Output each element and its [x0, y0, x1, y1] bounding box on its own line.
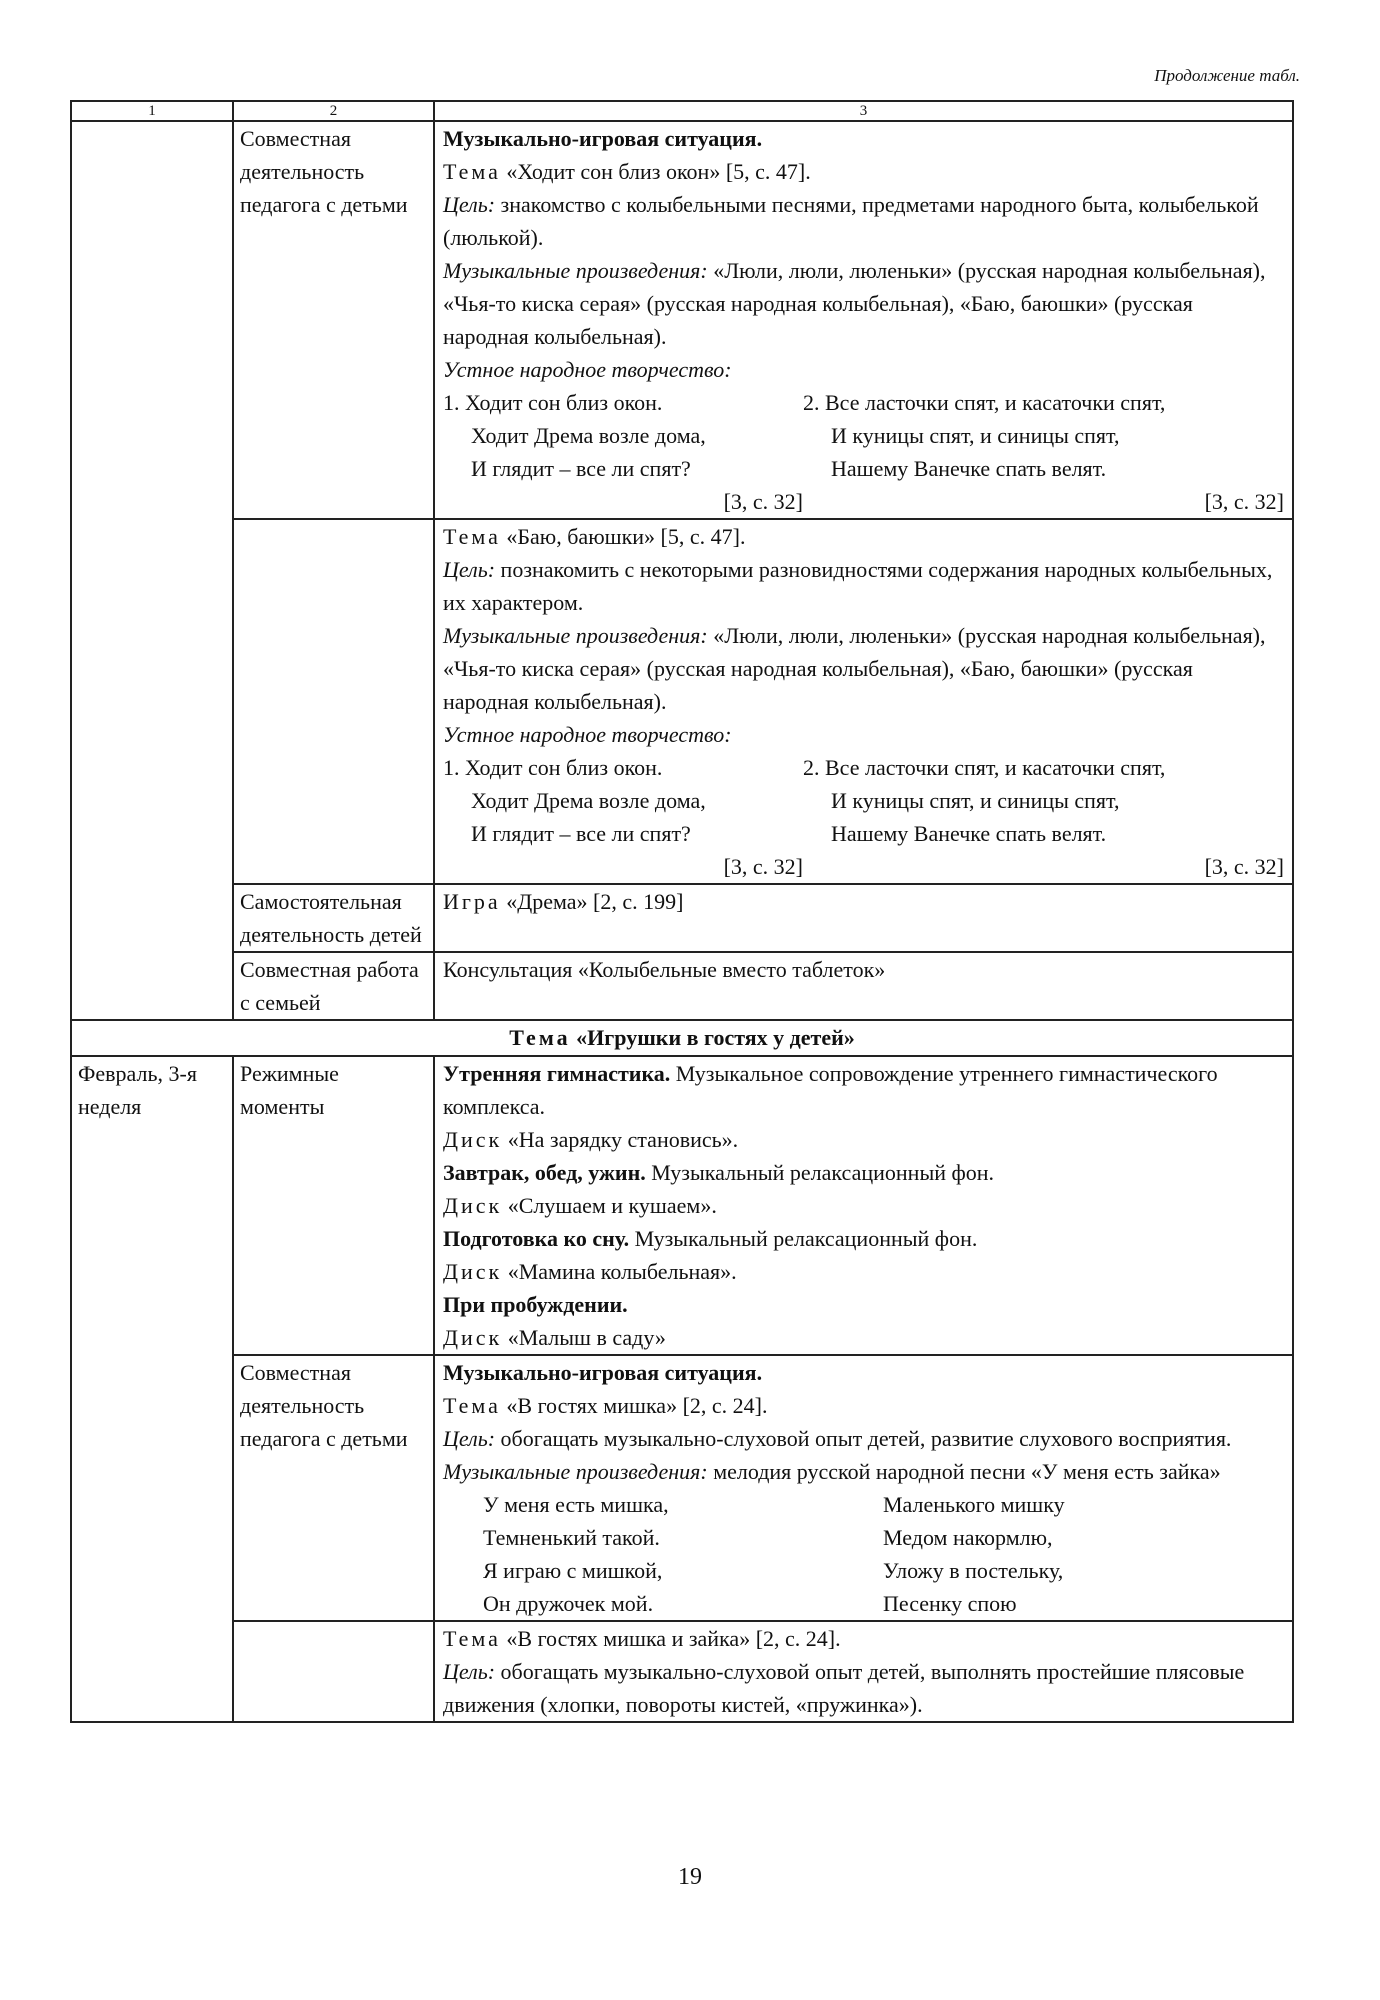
activity-type-cell: Самостоятельная деятельность детей: [233, 884, 434, 952]
disk-item: Диск «На зарядку становись».: [443, 1127, 739, 1152]
activity-content-cell: [434, 1056, 1293, 1355]
situation-title: Музыкально-игровая ситуация.: [443, 126, 763, 151]
theme-line: Тема «В гостях мишка» [2, с. 24].: [443, 1393, 768, 1418]
theme-line: Тема «Ходит сон близ окон» [5, с. 47].: [443, 159, 811, 184]
column-number-2: 2: [233, 101, 434, 121]
routine-item: Утренняя гимнастика. Музыкальное сопровождение утреннего гимнастического комплекса.: [443, 1061, 1218, 1119]
disk-item: Диск «Мамина колыбельная».: [443, 1259, 737, 1284]
table-row: [71, 121, 1293, 519]
activity-content-cell: [434, 121, 1293, 519]
column-number-row: [71, 101, 1293, 121]
verse-block: [443, 751, 1284, 883]
disk-item: Диск «Слушаем и кушаем».: [443, 1193, 717, 1218]
song-block: [443, 1488, 1284, 1620]
verse-1: 1. Ходит сон близ окон. Ходит Дрема возле дома, И глядит – все ли спят? [3, с. 32]: [443, 386, 803, 518]
column-number-3: 3: [434, 101, 1293, 121]
page-number: 19: [678, 1864, 702, 1890]
goal-line: Цель: познакомить с некоторыми разновидностями содержания народных колыбельных, их характером.: [443, 557, 1273, 615]
situation-title: Музыкально-игровая ситуация.: [443, 1360, 763, 1385]
song-stanza-2: Маленького мишку Медом накормлю, Уложу в постельку, Песенку спою: [883, 1492, 1065, 1616]
activity-type-cell-empty: [233, 519, 434, 884]
table-row: [71, 519, 1293, 884]
goal-line: Цель: обогащать музыкально-слуховой опыт детей, выполнять простейшие плясовые движения (хлопки, повороты кистей, «пружинка»).: [443, 1659, 1245, 1717]
verse-2: 2. Все ласточки спят, и касаточки спят, И куницы спят, и синицы спят, Нашему Ванечке спать велят. [3, с. 32]: [803, 386, 1284, 518]
song-stanza-1: У меня есть мишка, Темненький такой. Я играю с мишкой, Он дружочек мой.: [483, 1492, 669, 1616]
music-line: Музыкальные произведения: «Люли, люли, люленьки» (русская народная колыбельная), «Чья-то киска серая» (русская народная колыбельная), «Баю, баюшки» (русская народная колыбельная).: [443, 258, 1266, 349]
table-row: [71, 1355, 1293, 1621]
activity-type-cell: Совместная работа с семьей: [233, 952, 434, 1020]
verse-2-ref: [3, с. 32]: [1204, 854, 1284, 879]
disk-item: Диск «Малыш в саду»: [443, 1325, 666, 1350]
verse-1-ref: [3, с. 32]: [723, 854, 803, 879]
activity-type-cell: Режимные моменты: [233, 1056, 434, 1355]
continuation-label: Продолжение табл.: [1154, 66, 1300, 85]
theme-heading: Тема «Игрушки в гостях у детей»: [71, 1020, 1293, 1056]
table-row: [71, 952, 1293, 1020]
routine-item: Подготовка ко сну. Музыкальный релаксационный фон.: [443, 1226, 978, 1251]
table-row: [71, 1056, 1293, 1355]
routine-item: Завтрак, обед, ужин. Музыкальный релаксационный фон.: [443, 1160, 995, 1185]
theme-row: [71, 1020, 1293, 1056]
music-line: Музыкальные произведения: мелодия русской народной песни «У меня есть зайка»: [443, 1459, 1221, 1484]
month-cell-empty: [71, 121, 233, 1020]
oral-label: Устное народное творчество:: [443, 722, 732, 747]
schedule-table: [70, 100, 1294, 1723]
activity-content-cell: [434, 1355, 1293, 1621]
activity-content-cell: [434, 519, 1293, 884]
verse-1-ref: [3, с. 32]: [723, 489, 803, 514]
table-row: [71, 1621, 1293, 1722]
activity-type-cell-empty: [233, 1621, 434, 1722]
verse-2: 2. Все ласточки спят, и касаточки спят, И куницы спят, и синицы спят, Нашему Ванечке спать велят. [3, с. 32]: [803, 751, 1284, 883]
goal-line: Цель: обогащать музыкально-слуховой опыт детей, развитие слухового восприятия.: [443, 1426, 1232, 1451]
theme-line: Тема «В гостях мишка и зайка» [2, с. 24].: [443, 1626, 841, 1651]
theme-line: Тема «Баю, баюшки» [5, с. 47].: [443, 524, 746, 549]
activity-type-cell: Совместная деятельность педагога с детьми: [233, 121, 434, 519]
month-cell: Февраль, 3-я неделя: [71, 1056, 233, 1722]
music-line: Музыкальные произведения: «Люли, люли, люленьки» (русская народная колыбельная), «Чья-то киска серая» (русская народная колыбельная), «Баю, баюшки» (русская народная колыбельная).: [443, 623, 1266, 714]
activity-content-cell: Консультация «Колыбельные вместо таблеток»: [434, 952, 1293, 1020]
verse-2-ref: [3, с. 32]: [1204, 489, 1284, 514]
goal-line: Цель: знакомство с колыбельными песнями, предметами народного быта, колыбелькой (люлькой).: [443, 192, 1259, 250]
routine-item: При пробуждении.: [443, 1292, 628, 1317]
activity-content-cell: Игра «Дрема» [2, с. 199]: [434, 884, 1293, 952]
oral-label: Устное народное творчество:: [443, 357, 732, 382]
activity-content-cell: [434, 1621, 1293, 1722]
column-number-1: 1: [71, 101, 233, 121]
table-row: [71, 884, 1293, 952]
activity-type-cell: Совместная деятельность педагога с детьми: [233, 1355, 434, 1621]
verse-block: [443, 386, 1284, 518]
verse-1: 1. Ходит сон близ окон. Ходит Дрема возле дома, И глядит – все ли спят? [3, с. 32]: [443, 751, 803, 883]
